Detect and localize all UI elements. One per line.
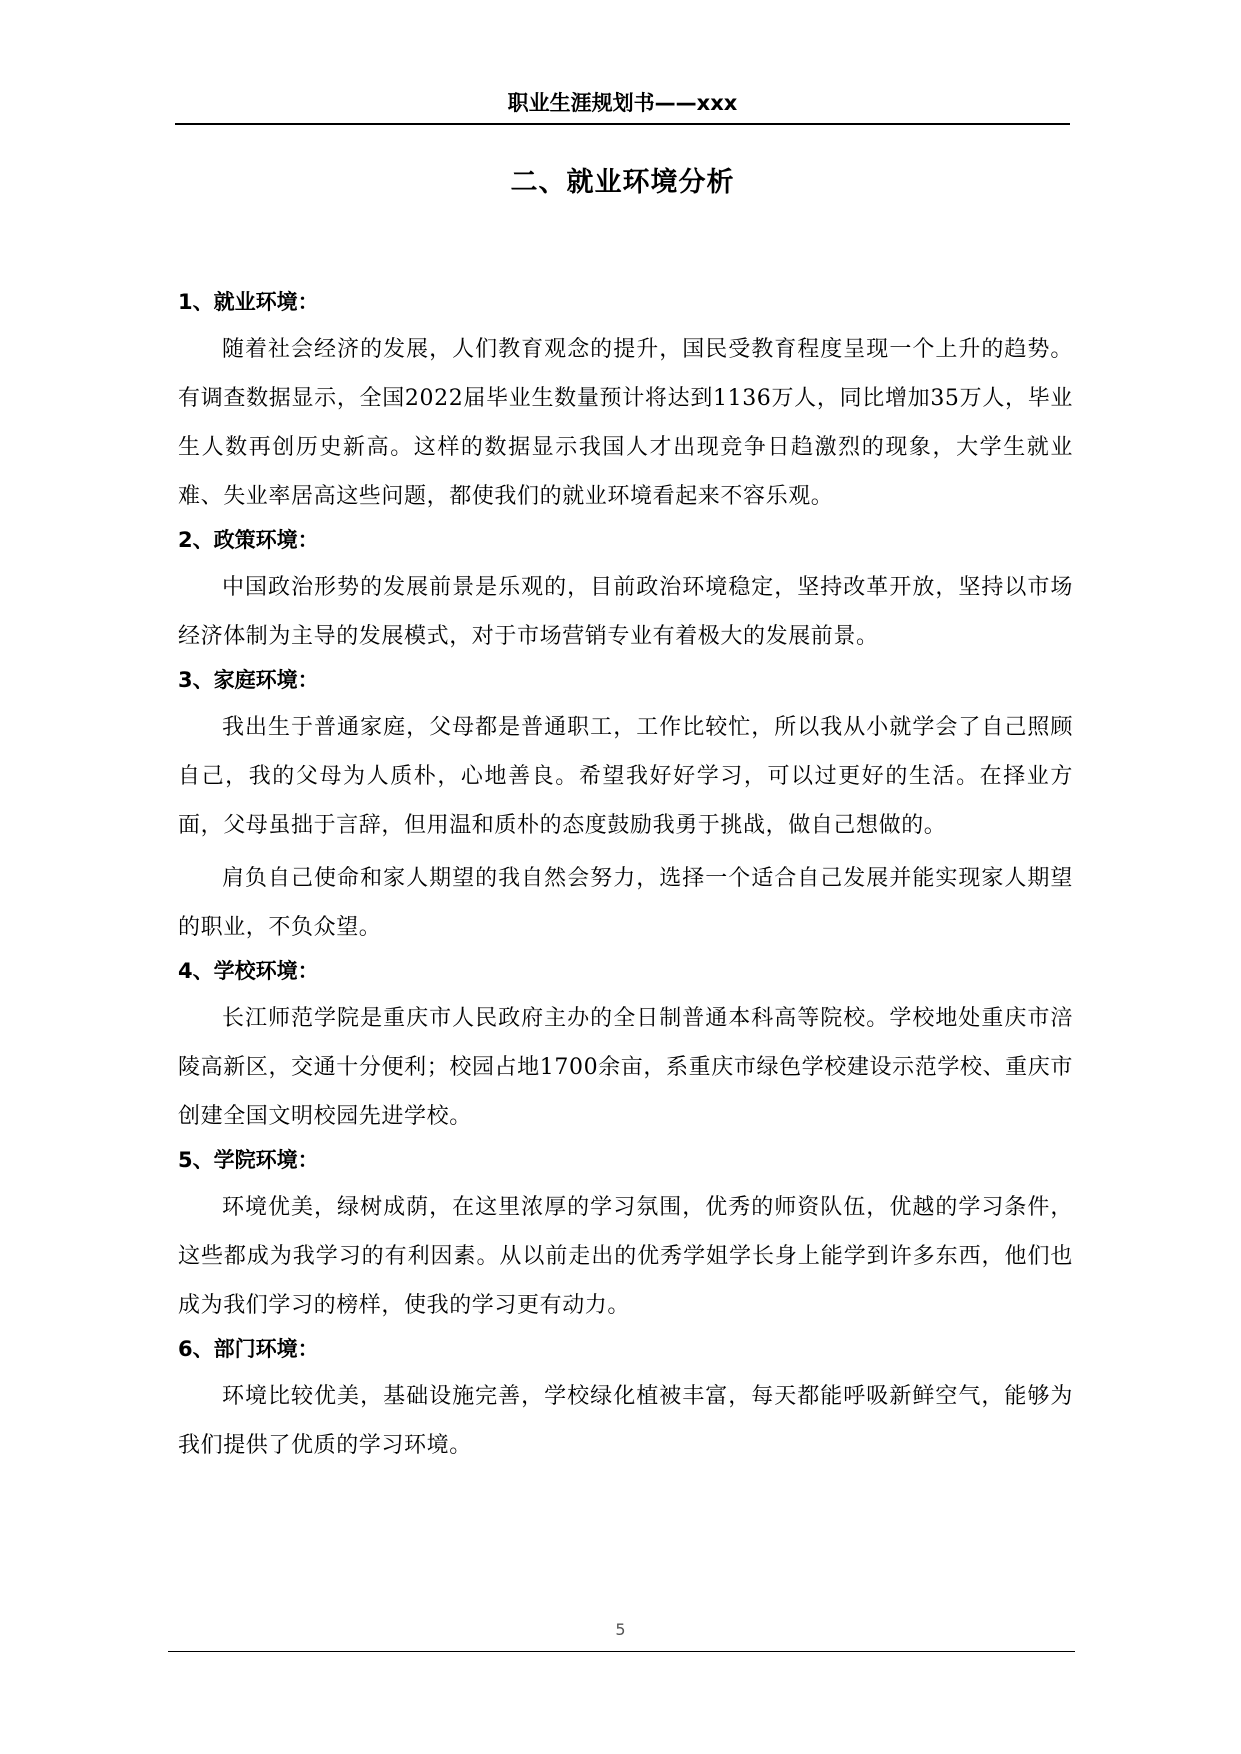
footer-rule	[168, 1651, 1075, 1652]
paragraph: 随着社会经济的发展，人们教育观念的提升，国民受教育程度呈现一个上升的趋势。有调查数据显示，全国2022届毕业生数量预计将达到1136万人，同比增加35万人，毕业生人数再创历史新高。这样的数据显示我国人才出现竞争日趋激烈的现象，大学生就业难、失业率居高这些问题，都使我们的就业环境看起来不容乐观。	[178, 337, 1073, 509]
subsection-policy	[178, 525, 1073, 661]
page-number: 5	[615, 1620, 626, 1639]
subsection-department	[178, 1334, 1073, 1470]
subsection-heading: 4、学校环境：	[178, 959, 319, 983]
subsection-school	[178, 956, 1073, 1141]
running-header: 职业生涯规划书——xxx	[507, 91, 738, 115]
header-rule	[175, 123, 1070, 125]
subsection-college	[178, 1145, 1073, 1330]
paragraph: 环境比较优美，基础设施完善，学校绿化植被丰富，每天都能呼吸新鲜空气，能够为我们提供了优质的学习环境。	[178, 1384, 1073, 1458]
paragraph: 环境优美，绿树成荫，在这里浓厚的学习氛围，优秀的师资队伍，优越的学习条件，这些都成为我学习的有利因素。从以前走出的优秀学姐学长身上能学到许多东西，他们也成为我们学习的榜样，使我的学习更有动力。	[178, 1195, 1073, 1318]
paragraph: 肩负自己使命和家人期望的我自然会努力，选择一个适合自己发展并能实现家人期望的职业，不负众望。	[178, 866, 1073, 940]
paragraph: 中国政治形势的发展前景是乐观的，目前政治环境稳定，坚持改革开放，坚持以市场经济体制为主导的发展模式，对于市场营销专业有着极大的发展前景。	[178, 575, 1073, 649]
subsection-family	[178, 665, 1073, 952]
section-title: 二、就业环境分析	[510, 167, 735, 198]
subsection-heading: 1、就业环境：	[178, 290, 319, 314]
paragraph: 我出生于普通家庭，父母都是普通职工，工作比较忙，所以我从小就学会了自己照顾自己，我的父母为人质朴，心地善良。希望我好好学习，可以过更好的生活。在择业方面，父母虽拙于言辞，但用温和质朴的态度鼓励我勇于挑战，做自己想做的。	[178, 715, 1073, 838]
subsection-heading: 2、政策环境：	[178, 528, 319, 552]
subsection-heading: 3、家庭环境：	[178, 668, 319, 692]
subsection-heading: 5、学院环境：	[178, 1148, 319, 1172]
subsection-heading: 6、部门环境：	[178, 1337, 319, 1361]
section-content	[178, 287, 1073, 1474]
subsection-employment	[178, 287, 1073, 521]
paragraph: 长江师范学院是重庆市人民政府主办的全日制普通本科高等院校。学校地处重庆市涪陵高新区，交通十分便利；校园占地1700余亩，系重庆市绿色学校建设示范学校、重庆市创建全国文明校园先进学校。	[178, 1006, 1073, 1129]
